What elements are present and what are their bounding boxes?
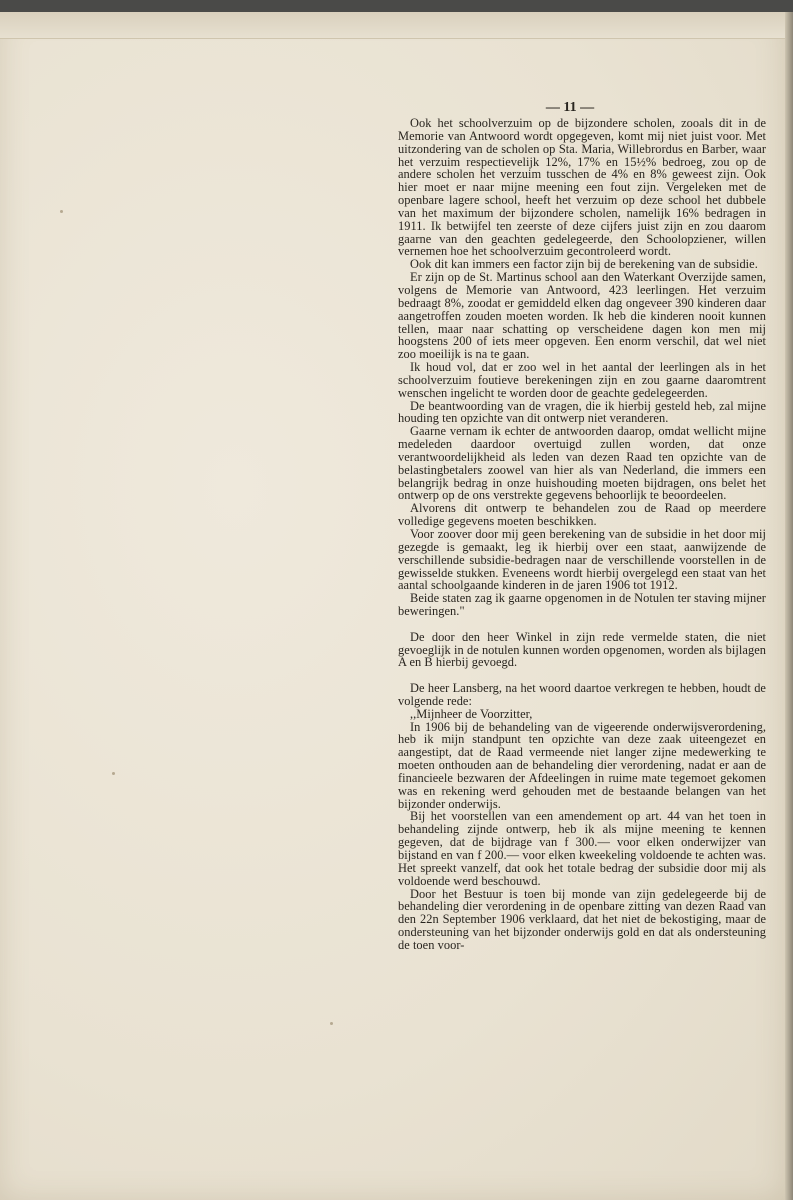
paragraph: De heer Lansberg, na het woord daartoe verkregen te hebben, houdt de volgende rede:	[398, 681, 766, 708]
paragraph: Er zijn op de St. Martinus school aan den Waterkant Overzijde samen, volgens de Memorie van Antwoord, 423 leerlingen. Het verzuim bedraagt 8%, zoodat er gemiddeld elken dag ongeveer 390 kinderen daar aangetroffen zouden moeten worden. Ik heb die kinderen nooit kunnen tellen, maar naar schatting op verscheidene dagen kon men mij hoogstens 200 of iets meer opgeven. Een enorm verschil, dat wel niet zoo moeilijk is na te gaan.	[398, 270, 766, 362]
paragraph: Ik houd vol, dat er zoo wel in het aantal der leerlingen als in het schoolverzuim foutieve berekeningen zijn en zou gaarne daaromtrent wenschen ingelicht te worden door de geachte gedelegeerden.	[398, 360, 766, 400]
paragraph: Bij het voorstellen van een amendement op art. 44 van het toen in behandeling zijnde ontwerp, heb ik als mijne meening te kennen gegeven, dat de bijdrage van f 300.— voor elken onderwijzer van bijstand en van f 200.— voor elken kweekeling voldoende te achten was. Het spreekt vanzelf, dat ook het totale bedrag der subsidie door mij als voldoende werd beschouwd.	[398, 809, 766, 888]
paragraph: Alvorens dit ontwerp te behandelen zou de Raad op meerdere volledige gegevens moeten beschikken.	[398, 501, 766, 529]
document-page	[0, 12, 785, 1200]
torn-top-edge	[0, 12, 785, 39]
paragraph: Gaarne vernam ik echter de antwoorden daarop, omdat wellicht mijne medeleden daardoor overtuigd zullen worden, dat onze verantwoordelijkheid als leden van dezen Raad ten opzichte van de belastingbetalers zoowel van hier als van Nederland, die immers een belangrijk bedrag in onze huishouding moeten bijdragen, ons belet het ontwerp op de ons verstrekte gegevens behoorlijk te beoordeelen.	[398, 424, 766, 503]
page-right-edge	[785, 12, 793, 1200]
paragraph: Beide staten zag ik gaarne opgenomen in de Notulen ter staving mijner beweringen."	[398, 591, 766, 619]
paragraph: Ook dit kan immers een factor zijn bij de berekening van de subsidie.	[410, 257, 758, 272]
paragraph: Ook het schoolverzuim op de bijzondere scholen, zooals dit in de Memorie van Antwoord wordt opgegeven, komt mij niet juist voor. Met uitzondering van de scholen op Sta. Maria, Willebrordus en Barber, waar het verzuim respectievelijk 12%, 17% en 15½% bedroeg, zou op de andere scholen het verzuim tusschen de 4% en 8% geweest zijn. Ook hier moet er naar mijne meening een fout zijn. Vergeleken met de openbare lagere school, heeft het verzuim op deze school het dubbele van het maximum der bijzondere scholen, namelijk 16% bedragen in 1911. Ik betwijfel ten zeerste of deze cijfers juist zijn en zou daarom gaarne van den geachten gedelegeerde, den Schoolopziener, willen vernemen hoe het schoolverzuim gecontroleerd wordt.	[398, 116, 766, 259]
paper-spot	[112, 772, 115, 775]
paragraph: De beantwoording van de vragen, die ik hierbij gesteld heb, zal mijne houding ten opzichte van dit ontwerp niet veranderen.	[398, 398, 766, 426]
paper-spot	[60, 210, 63, 213]
page-number: — 11 —	[545, 100, 595, 115]
text-column	[398, 117, 766, 952]
paper-spot	[330, 1022, 333, 1025]
paragraph: ,,Mijnheer de Voorzitter,	[410, 706, 533, 721]
paragraph: Door het Bestuur is toen bij monde van zijn gedelegeerde bij de behandeling dier verordening in de openbare zitting van dezen Raad van den 22n September 1906 verklaard, dat het niet de bekostiging, maar de ondersteuning van het bijzonder onderwijs gold en dat als ondersteuning de toen voor-	[398, 886, 766, 952]
paragraph: De door den heer Winkel in zijn rede vermelde staten, die niet gevoeglijk in de notulen kunnen worden opgenomen, worden als bijlagen A en B hierbij gevoegd.	[398, 629, 766, 670]
paragraph: Voor zoover door mij geen berekening van de subsidie in het door mij gezegde is gemaakt, leg ik hierbij over een staat, aanwijzende de verschillende subsidie-bedragen naar de verschillende voorstellen in de gewisselde stukken. Eveneens wordt hierbij overgelegd een staat van het aantal schoolgaande kinderen in de jaren 1906 tot 1912.	[398, 527, 766, 593]
paragraph: In 1906 bij de behandeling van de vigeerende onderwijsverordening, heb ik mijn standpunt ten opzichte van deze zaak uiteengezet en aangestipt, dat de Raad vermeende niet langer zijne medewerking te moeten onthouden aan de behandeling dier verordening, nadat er aan de financieele bezwaren der Afdeelingen in ruime mate tegemoet gekomen was en rekening werd gehouden met de bestaande belangen van het bijzonder onderwijs.	[398, 719, 766, 811]
